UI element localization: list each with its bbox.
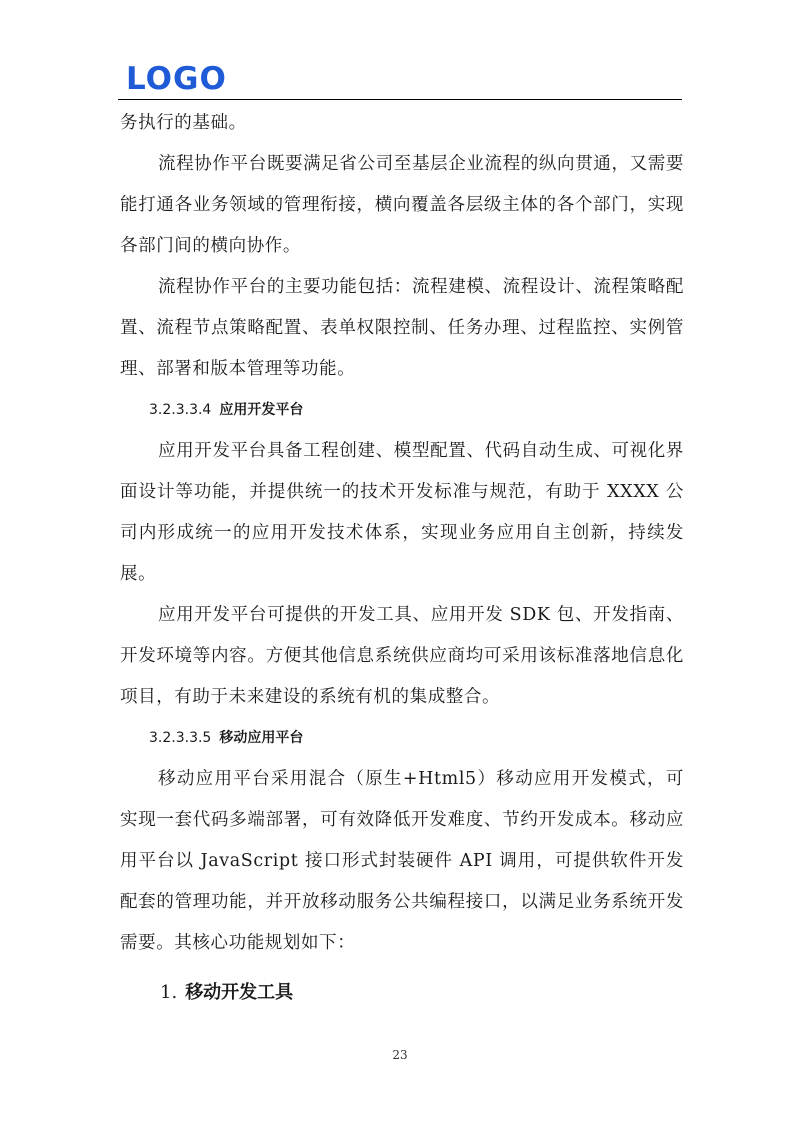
paragraph-process-platform-functions: 流程协作平台的主要功能包括：流程建模、流程设计、流程策略配置、流程节点策略配置、表单权限控制、任务办理、过程监控、实例管理、部署和版本管理等功能。: [120, 277, 684, 379]
list-heading-mobile-dev-tools: [120, 964, 684, 1013]
section-number: 3.2.3.3.5: [149, 730, 212, 746]
paragraph-process-platform-scope: 流程协作平台既要满足省公司至基层企业流程的纵向贯通，又需要能打通各业务领域的管理衔接，横向覆盖各层级主体的各个部门，实现各部门间的横向协作。: [120, 154, 684, 256]
section-heading-mobile-app-platform: [120, 718, 684, 759]
company-logo: LOGO: [126, 61, 227, 97]
list-title: 移动开发工具: [185, 982, 294, 1003]
section-title: 移动应用平台: [219, 730, 304, 746]
document-body: [120, 103, 684, 1013]
list-number: 1.: [160, 982, 178, 1003]
section-heading-app-dev-platform: [120, 390, 684, 431]
paragraph-mobile-app-platform: 移动应用平台采用混合（原生+Html5）移动应用开发模式，可实现一套代码多端部署，可有效降低开发难度、节约开发成本。移动应用平台以 JavaScript 接口形式封装硬件 API 调用，可提供软件开发配套的管理功能，并开放移动服务公共编程接口，以满足业务系统开发需要。其核心功能规划如下：: [120, 769, 684, 953]
header-divider: [118, 99, 682, 100]
page-number: 23: [392, 1048, 408, 1062]
paragraph-app-dev-platform-offerings: 应用开发平台可提供的开发工具、应用开发 SDK 包、开发指南、开发环境等内容。方便其他信息系统供应商均可采用该标准落地信息化项目，有助于未来建设的系统有机的集成整合。: [120, 605, 684, 707]
section-number: 3.2.3.3.4: [149, 402, 212, 418]
paragraph-app-dev-platform-features: 应用开发平台具备工程创建、模型配置、代码自动生成、可视化界面设计等功能，并提供统一的技术开发标准与规范，有助于 XXXX 公司内形成统一的应用开发技术体系，实现业务应用自主创新，持续发展。: [120, 441, 684, 584]
section-title: 应用开发平台: [219, 402, 304, 418]
paragraph-continuation: 务执行的基础。: [120, 113, 247, 133]
